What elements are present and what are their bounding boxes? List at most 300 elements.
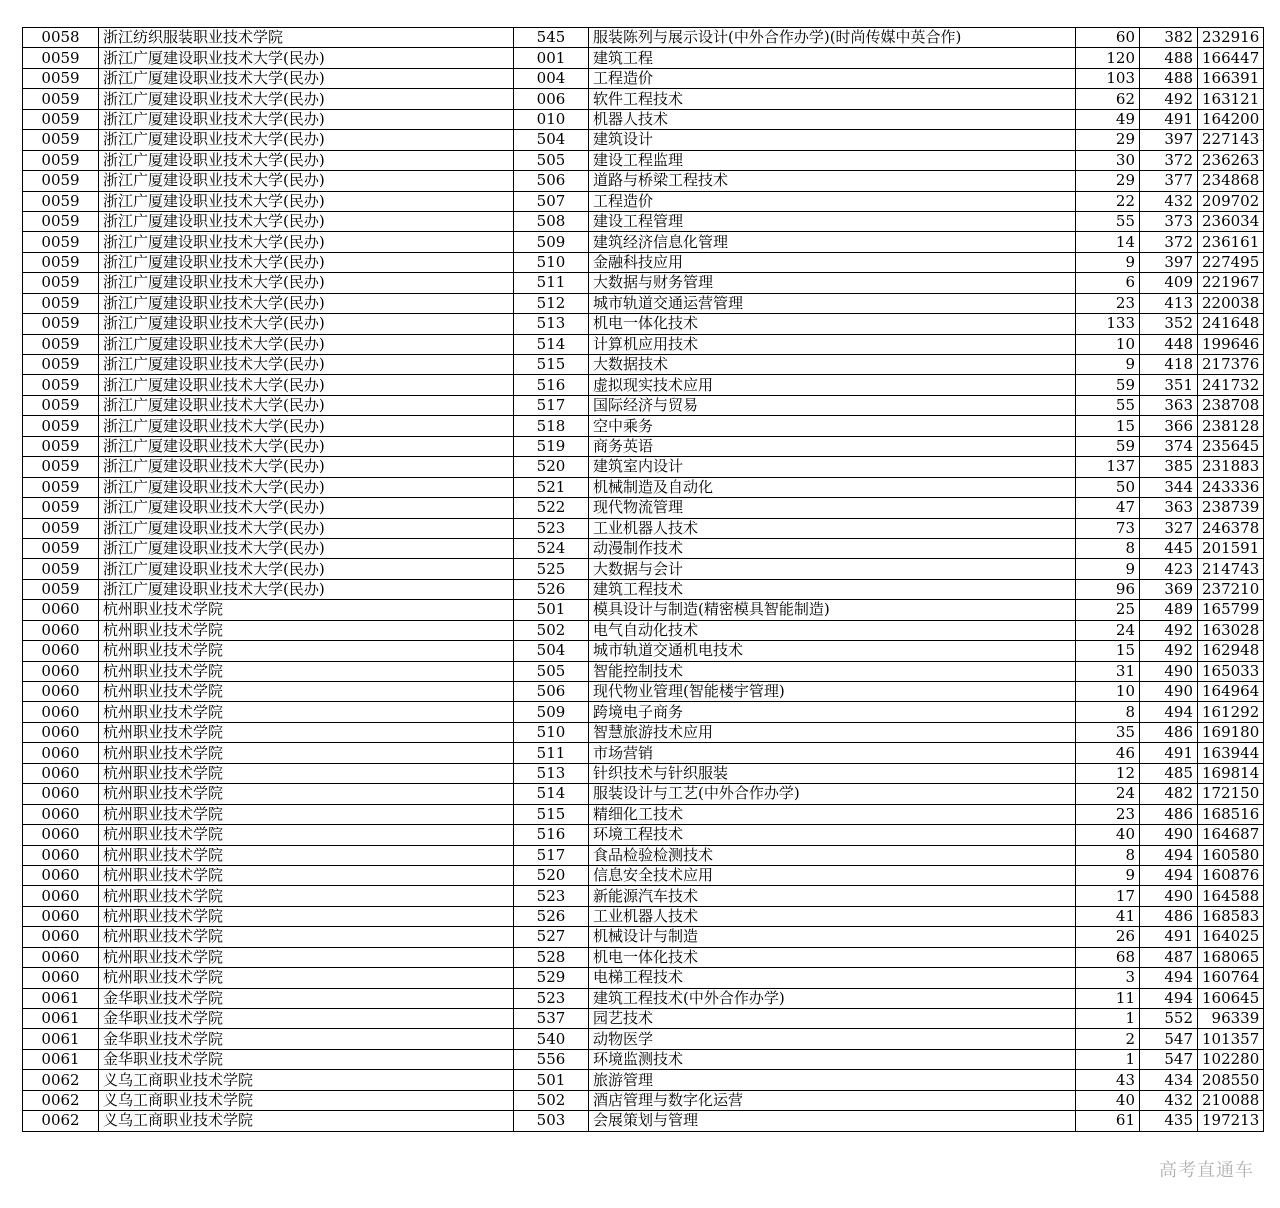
- plan-count-cell: 8: [1076, 702, 1140, 722]
- major-name-cell: 工程造价: [589, 191, 1076, 211]
- plan-count-cell: 59: [1076, 375, 1140, 395]
- table-row: [23, 1070, 1264, 1090]
- admission-score-table: [22, 27, 1264, 1132]
- min-score-cell: 374: [1140, 436, 1198, 456]
- plan-count-cell: 49: [1076, 109, 1140, 129]
- school-name-cell: 杭州职业技术学院: [99, 825, 514, 845]
- min-score-cell: 369: [1140, 579, 1198, 599]
- school-name-cell: 金华职业技术学院: [99, 988, 514, 1008]
- school-code-cell: 0060: [23, 886, 99, 906]
- min-score-cell: 385: [1140, 457, 1198, 477]
- school-name-cell: 浙江广厦建设职业技术大学(民办): [99, 518, 514, 538]
- rank-cell: 234868: [1198, 171, 1264, 191]
- major-code-cell: 004: [514, 68, 589, 88]
- rank-cell: 169180: [1198, 722, 1264, 742]
- rank-cell: 162948: [1198, 641, 1264, 661]
- min-score-cell: 363: [1140, 395, 1198, 415]
- min-score-cell: 413: [1140, 293, 1198, 313]
- rank-cell: 227143: [1198, 130, 1264, 150]
- major-code-cell: 520: [514, 457, 589, 477]
- plan-count-cell: 73: [1076, 518, 1140, 538]
- major-name-cell: 环境工程技术: [589, 825, 1076, 845]
- min-score-cell: 327: [1140, 518, 1198, 538]
- school-code-cell: 0062: [23, 1111, 99, 1131]
- min-score-cell: 448: [1140, 334, 1198, 354]
- rank-cell: 201591: [1198, 538, 1264, 558]
- major-name-cell: 动物医学: [589, 1029, 1076, 1049]
- major-code-cell: 502: [514, 1090, 589, 1110]
- plan-count-cell: 10: [1076, 334, 1140, 354]
- plan-count-cell: 103: [1076, 68, 1140, 88]
- table-row: [23, 1009, 1264, 1029]
- rank-cell: 236161: [1198, 232, 1264, 252]
- major-name-cell: 虚拟现实技术应用: [589, 375, 1076, 395]
- major-name-cell: 金融科技应用: [589, 252, 1076, 272]
- table-row: [23, 48, 1264, 68]
- min-score-cell: 494: [1140, 988, 1198, 1008]
- school-name-cell: 杭州职业技术学院: [99, 906, 514, 926]
- table-row: [23, 518, 1264, 538]
- school-code-cell: 0059: [23, 477, 99, 497]
- major-code-cell: 515: [514, 355, 589, 375]
- school-code-cell: 0060: [23, 927, 99, 947]
- school-code-cell: 0060: [23, 722, 99, 742]
- major-code-cell: 515: [514, 804, 589, 824]
- plan-count-cell: 50: [1076, 477, 1140, 497]
- school-code-cell: 0059: [23, 416, 99, 436]
- school-name-cell: 浙江广厦建设职业技术大学(民办): [99, 232, 514, 252]
- rank-cell: 238708: [1198, 395, 1264, 415]
- rank-cell: 168583: [1198, 906, 1264, 926]
- school-name-cell: 浙江广厦建设职业技术大学(民办): [99, 68, 514, 88]
- min-score-cell: 486: [1140, 804, 1198, 824]
- school-code-cell: 0059: [23, 395, 99, 415]
- rank-cell: 221967: [1198, 273, 1264, 293]
- school-code-cell: 0060: [23, 763, 99, 783]
- major-name-cell: 模具设计与制造(精密模具智能制造): [589, 600, 1076, 620]
- school-name-cell: 浙江广厦建设职业技术大学(民办): [99, 355, 514, 375]
- major-name-cell: 工业机器人技术: [589, 518, 1076, 538]
- rank-cell: 214743: [1198, 559, 1264, 579]
- major-name-cell: 跨境电子商务: [589, 702, 1076, 722]
- plan-count-cell: 120: [1076, 48, 1140, 68]
- min-score-cell: 344: [1140, 477, 1198, 497]
- plan-count-cell: 26: [1076, 927, 1140, 947]
- rank-cell: 220038: [1198, 293, 1264, 313]
- min-score-cell: 490: [1140, 825, 1198, 845]
- major-name-cell: 大数据与会计: [589, 559, 1076, 579]
- major-name-cell: 国际经济与贸易: [589, 395, 1076, 415]
- table-row: [23, 682, 1264, 702]
- major-code-cell: 505: [514, 150, 589, 170]
- plan-count-cell: 62: [1076, 89, 1140, 109]
- school-code-cell: 0060: [23, 600, 99, 620]
- min-score-cell: 397: [1140, 130, 1198, 150]
- school-name-cell: 浙江广厦建设职业技术大学(民办): [99, 457, 514, 477]
- school-name-cell: 义乌工商职业技术学院: [99, 1090, 514, 1110]
- plan-count-cell: 8: [1076, 845, 1140, 865]
- school-code-cell: 0059: [23, 334, 99, 354]
- rank-cell: 238128: [1198, 416, 1264, 436]
- school-code-cell: 0059: [23, 68, 99, 88]
- school-code-cell: 0059: [23, 150, 99, 170]
- major-code-cell: 503: [514, 1111, 589, 1131]
- min-score-cell: 486: [1140, 722, 1198, 742]
- plan-count-cell: 25: [1076, 600, 1140, 620]
- school-code-cell: 0059: [23, 273, 99, 293]
- table-row: [23, 436, 1264, 456]
- school-code-cell: 0060: [23, 865, 99, 885]
- school-name-cell: 浙江广厦建设职业技术大学(民办): [99, 416, 514, 436]
- min-score-cell: 492: [1140, 641, 1198, 661]
- rank-cell: 160764: [1198, 968, 1264, 988]
- major-code-cell: 516: [514, 375, 589, 395]
- table-row: [23, 314, 1264, 334]
- table-row: [23, 498, 1264, 518]
- rank-cell: 172150: [1198, 784, 1264, 804]
- major-code-cell: 521: [514, 477, 589, 497]
- major-code-cell: 522: [514, 498, 589, 518]
- school-code-cell: 0059: [23, 171, 99, 191]
- school-code-cell: 0060: [23, 968, 99, 988]
- table-row: [23, 109, 1264, 129]
- table-row: [23, 375, 1264, 395]
- table-row: [23, 232, 1264, 252]
- school-code-cell: 0059: [23, 375, 99, 395]
- major-name-cell: 建筑设计: [589, 130, 1076, 150]
- school-name-cell: 杭州职业技术学院: [99, 886, 514, 906]
- major-name-cell: 机器人技术: [589, 109, 1076, 129]
- plan-count-cell: 30: [1076, 150, 1140, 170]
- school-code-cell: 0061: [23, 988, 99, 1008]
- table-row: [23, 150, 1264, 170]
- plan-count-cell: 9: [1076, 559, 1140, 579]
- table-row: [23, 600, 1264, 620]
- rank-cell: 209702: [1198, 191, 1264, 211]
- min-score-cell: 490: [1140, 661, 1198, 681]
- school-code-cell: 0059: [23, 211, 99, 231]
- rank-cell: 161292: [1198, 702, 1264, 722]
- major-code-cell: 513: [514, 314, 589, 334]
- school-code-cell: 0058: [23, 28, 99, 48]
- min-score-cell: 489: [1140, 600, 1198, 620]
- major-code-cell: 504: [514, 641, 589, 661]
- plan-count-cell: 23: [1076, 293, 1140, 313]
- table-row: [23, 130, 1264, 150]
- school-code-cell: 0060: [23, 784, 99, 804]
- plan-count-cell: 55: [1076, 395, 1140, 415]
- school-name-cell: 浙江广厦建设职业技术大学(民办): [99, 395, 514, 415]
- plan-count-cell: 60: [1076, 28, 1140, 48]
- min-score-cell: 372: [1140, 232, 1198, 252]
- min-score-cell: 491: [1140, 927, 1198, 947]
- school-code-cell: 0060: [23, 947, 99, 967]
- plan-count-cell: 6: [1076, 273, 1140, 293]
- school-code-cell: 0061: [23, 1049, 99, 1069]
- min-score-cell: 487: [1140, 947, 1198, 967]
- min-score-cell: 435: [1140, 1111, 1198, 1131]
- major-code-cell: 502: [514, 620, 589, 640]
- major-name-cell: 新能源汽车技术: [589, 886, 1076, 906]
- school-code-cell: 0059: [23, 355, 99, 375]
- table-row: [23, 252, 1264, 272]
- rank-cell: 169814: [1198, 763, 1264, 783]
- school-name-cell: 浙江广厦建设职业技术大学(民办): [99, 334, 514, 354]
- school-code-cell: 0060: [23, 641, 99, 661]
- school-name-cell: 浙江广厦建设职业技术大学(民办): [99, 48, 514, 68]
- school-name-cell: 义乌工商职业技术学院: [99, 1070, 514, 1090]
- major-code-cell: 537: [514, 1009, 589, 1029]
- rank-cell: 164025: [1198, 927, 1264, 947]
- plan-count-cell: 59: [1076, 436, 1140, 456]
- watermark: 高考直通车: [1159, 1160, 1254, 1181]
- plan-count-cell: 41: [1076, 906, 1140, 926]
- rank-cell: 164687: [1198, 825, 1264, 845]
- rank-cell: 199646: [1198, 334, 1264, 354]
- rank-cell: 160876: [1198, 865, 1264, 885]
- table-row: [23, 763, 1264, 783]
- plan-count-cell: 24: [1076, 620, 1140, 640]
- rank-cell: 164964: [1198, 682, 1264, 702]
- rank-cell: 241732: [1198, 375, 1264, 395]
- school-name-cell: 浙江广厦建设职业技术大学(民办): [99, 579, 514, 599]
- plan-count-cell: 17: [1076, 886, 1140, 906]
- major-code-cell: 513: [514, 763, 589, 783]
- major-name-cell: 动漫制作技术: [589, 538, 1076, 558]
- min-score-cell: 373: [1140, 211, 1198, 231]
- plan-count-cell: 40: [1076, 825, 1140, 845]
- major-code-cell: 510: [514, 722, 589, 742]
- major-name-cell: 空中乘务: [589, 416, 1076, 436]
- table-row: [23, 968, 1264, 988]
- major-code-cell: 523: [514, 988, 589, 1008]
- major-name-cell: 服装设计与工艺(中外合作办学): [589, 784, 1076, 804]
- major-name-cell: 城市轨道交通运营管理: [589, 293, 1076, 313]
- table-row: [23, 845, 1264, 865]
- major-name-cell: 环境监测技术: [589, 1049, 1076, 1069]
- school-code-cell: 0060: [23, 825, 99, 845]
- plan-count-cell: 137: [1076, 457, 1140, 477]
- table-row: [23, 28, 1264, 48]
- major-name-cell: 建设工程监理: [589, 150, 1076, 170]
- major-name-cell: 商务英语: [589, 436, 1076, 456]
- major-code-cell: 505: [514, 661, 589, 681]
- table-row: [23, 538, 1264, 558]
- table-row: [23, 211, 1264, 231]
- min-score-cell: 488: [1140, 48, 1198, 68]
- major-name-cell: 食品检验检测技术: [589, 845, 1076, 865]
- rank-cell: 166391: [1198, 68, 1264, 88]
- major-name-cell: 服装陈列与展示设计(中外合作办学)(时尚传媒中英合作): [589, 28, 1076, 48]
- major-code-cell: 545: [514, 28, 589, 48]
- major-name-cell: 酒店管理与数字化运营: [589, 1090, 1076, 1110]
- table-row: [23, 191, 1264, 211]
- school-name-cell: 金华职业技术学院: [99, 1009, 514, 1029]
- major-name-cell: 建筑室内设计: [589, 457, 1076, 477]
- major-code-cell: 525: [514, 559, 589, 579]
- rank-cell: 163944: [1198, 743, 1264, 763]
- major-code-cell: 508: [514, 211, 589, 231]
- school-code-cell: 0060: [23, 743, 99, 763]
- major-code-cell: 519: [514, 436, 589, 456]
- school-code-cell: 0059: [23, 89, 99, 109]
- school-name-cell: 浙江广厦建设职业技术大学(民办): [99, 252, 514, 272]
- min-score-cell: 486: [1140, 906, 1198, 926]
- school-code-cell: 0061: [23, 1029, 99, 1049]
- table-body: [23, 28, 1264, 1132]
- table-row: [23, 293, 1264, 313]
- min-score-cell: 494: [1140, 865, 1198, 885]
- min-score-cell: 372: [1140, 150, 1198, 170]
- school-name-cell: 浙江广厦建设职业技术大学(民办): [99, 559, 514, 579]
- min-score-cell: 494: [1140, 702, 1198, 722]
- plan-count-cell: 1: [1076, 1049, 1140, 1069]
- school-code-cell: 0059: [23, 48, 99, 68]
- school-code-cell: 0059: [23, 518, 99, 538]
- rank-cell: 160580: [1198, 845, 1264, 865]
- table-row: [23, 1049, 1264, 1069]
- table-row: [23, 355, 1264, 375]
- major-code-cell: 523: [514, 886, 589, 906]
- major-name-cell: 建筑工程: [589, 48, 1076, 68]
- min-score-cell: 490: [1140, 682, 1198, 702]
- table-row: [23, 743, 1264, 763]
- major-name-cell: 电气自动化技术: [589, 620, 1076, 640]
- table-row: [23, 620, 1264, 640]
- table-row: [23, 457, 1264, 477]
- school-code-cell: 0060: [23, 804, 99, 824]
- rank-cell: 208550: [1198, 1070, 1264, 1090]
- major-name-cell: 智能控制技术: [589, 661, 1076, 681]
- major-code-cell: 506: [514, 171, 589, 191]
- rank-cell: 101357: [1198, 1029, 1264, 1049]
- table-row: [23, 171, 1264, 191]
- rank-cell: 238739: [1198, 498, 1264, 518]
- major-name-cell: 现代物流管理: [589, 498, 1076, 518]
- major-code-cell: 523: [514, 518, 589, 538]
- major-name-cell: 会展策划与管理: [589, 1111, 1076, 1131]
- plan-count-cell: 23: [1076, 804, 1140, 824]
- school-code-cell: 0059: [23, 559, 99, 579]
- min-score-cell: 363: [1140, 498, 1198, 518]
- major-code-cell: 510: [514, 252, 589, 272]
- major-name-cell: 电梯工程技术: [589, 968, 1076, 988]
- major-name-cell: 计算机应用技术: [589, 334, 1076, 354]
- major-code-cell: 526: [514, 906, 589, 926]
- major-code-cell: 501: [514, 1070, 589, 1090]
- school-name-cell: 金华职业技术学院: [99, 1049, 514, 1069]
- major-name-cell: 园艺技术: [589, 1009, 1076, 1029]
- rank-cell: 164200: [1198, 109, 1264, 129]
- major-name-cell: 针织技术与针织服装: [589, 763, 1076, 783]
- school-name-cell: 杭州职业技术学院: [99, 763, 514, 783]
- school-name-cell: 杭州职业技术学院: [99, 620, 514, 640]
- major-name-cell: 工业机器人技术: [589, 906, 1076, 926]
- table-row: [23, 947, 1264, 967]
- major-code-cell: 516: [514, 825, 589, 845]
- min-score-cell: 397: [1140, 252, 1198, 272]
- table-row: [23, 416, 1264, 436]
- table-row: [23, 334, 1264, 354]
- rank-cell: 236263: [1198, 150, 1264, 170]
- major-code-cell: 010: [514, 109, 589, 129]
- school-code-cell: 0060: [23, 661, 99, 681]
- school-name-cell: 杭州职业技术学院: [99, 845, 514, 865]
- school-code-cell: 0061: [23, 1009, 99, 1029]
- school-code-cell: 0059: [23, 314, 99, 334]
- major-code-cell: 514: [514, 334, 589, 354]
- rank-cell: 166447: [1198, 48, 1264, 68]
- plan-count-cell: 15: [1076, 416, 1140, 436]
- table-row: [23, 1090, 1264, 1110]
- rank-cell: 236034: [1198, 211, 1264, 231]
- major-code-cell: 509: [514, 702, 589, 722]
- table-row: [23, 559, 1264, 579]
- major-code-cell: 540: [514, 1029, 589, 1049]
- plan-count-cell: 10: [1076, 682, 1140, 702]
- school-name-cell: 浙江广厦建设职业技术大学(民办): [99, 211, 514, 231]
- school-code-cell: 0059: [23, 436, 99, 456]
- major-code-cell: 507: [514, 191, 589, 211]
- school-name-cell: 杭州职业技术学院: [99, 641, 514, 661]
- plan-count-cell: 47: [1076, 498, 1140, 518]
- major-name-cell: 机械制造及自动化: [589, 477, 1076, 497]
- school-code-cell: 0059: [23, 293, 99, 313]
- major-code-cell: 526: [514, 579, 589, 599]
- school-name-cell: 浙江广厦建设职业技术大学(民办): [99, 293, 514, 313]
- school-name-cell: 浙江广厦建设职业技术大学(民办): [99, 191, 514, 211]
- rank-cell: 165033: [1198, 661, 1264, 681]
- school-code-cell: 0062: [23, 1090, 99, 1110]
- major-name-cell: 旅游管理: [589, 1070, 1076, 1090]
- school-name-cell: 杭州职业技术学院: [99, 784, 514, 804]
- school-code-cell: 0059: [23, 457, 99, 477]
- table-row: [23, 906, 1264, 926]
- rank-cell: 160645: [1198, 988, 1264, 1008]
- plan-count-cell: 96: [1076, 579, 1140, 599]
- table-row: [23, 1029, 1264, 1049]
- plan-count-cell: 55: [1076, 211, 1140, 231]
- table-row: [23, 886, 1264, 906]
- rank-cell: 102280: [1198, 1049, 1264, 1069]
- school-name-cell: 杭州职业技术学院: [99, 947, 514, 967]
- rank-cell: 168516: [1198, 804, 1264, 824]
- school-name-cell: 浙江广厦建设职业技术大学(民办): [99, 89, 514, 109]
- rank-cell: 232916: [1198, 28, 1264, 48]
- table-row: [23, 395, 1264, 415]
- rank-cell: 227495: [1198, 252, 1264, 272]
- major-name-cell: 智慧旅游技术应用: [589, 722, 1076, 742]
- min-score-cell: 432: [1140, 1090, 1198, 1110]
- rank-cell: 243336: [1198, 477, 1264, 497]
- school-name-cell: 杭州职业技术学院: [99, 865, 514, 885]
- table-row: [23, 784, 1264, 804]
- school-code-cell: 0059: [23, 232, 99, 252]
- major-code-cell: 556: [514, 1049, 589, 1069]
- plan-count-cell: 46: [1076, 743, 1140, 763]
- rank-cell: 163121: [1198, 89, 1264, 109]
- major-code-cell: 520: [514, 865, 589, 885]
- school-name-cell: 浙江广厦建设职业技术大学(民办): [99, 150, 514, 170]
- table-row: [23, 89, 1264, 109]
- major-name-cell: 建筑工程技术: [589, 579, 1076, 599]
- plan-count-cell: 31: [1076, 661, 1140, 681]
- major-name-cell: 软件工程技术: [589, 89, 1076, 109]
- school-code-cell: 0062: [23, 1070, 99, 1090]
- school-name-cell: 金华职业技术学院: [99, 1029, 514, 1049]
- table-row: [23, 804, 1264, 824]
- table-row: [23, 641, 1264, 661]
